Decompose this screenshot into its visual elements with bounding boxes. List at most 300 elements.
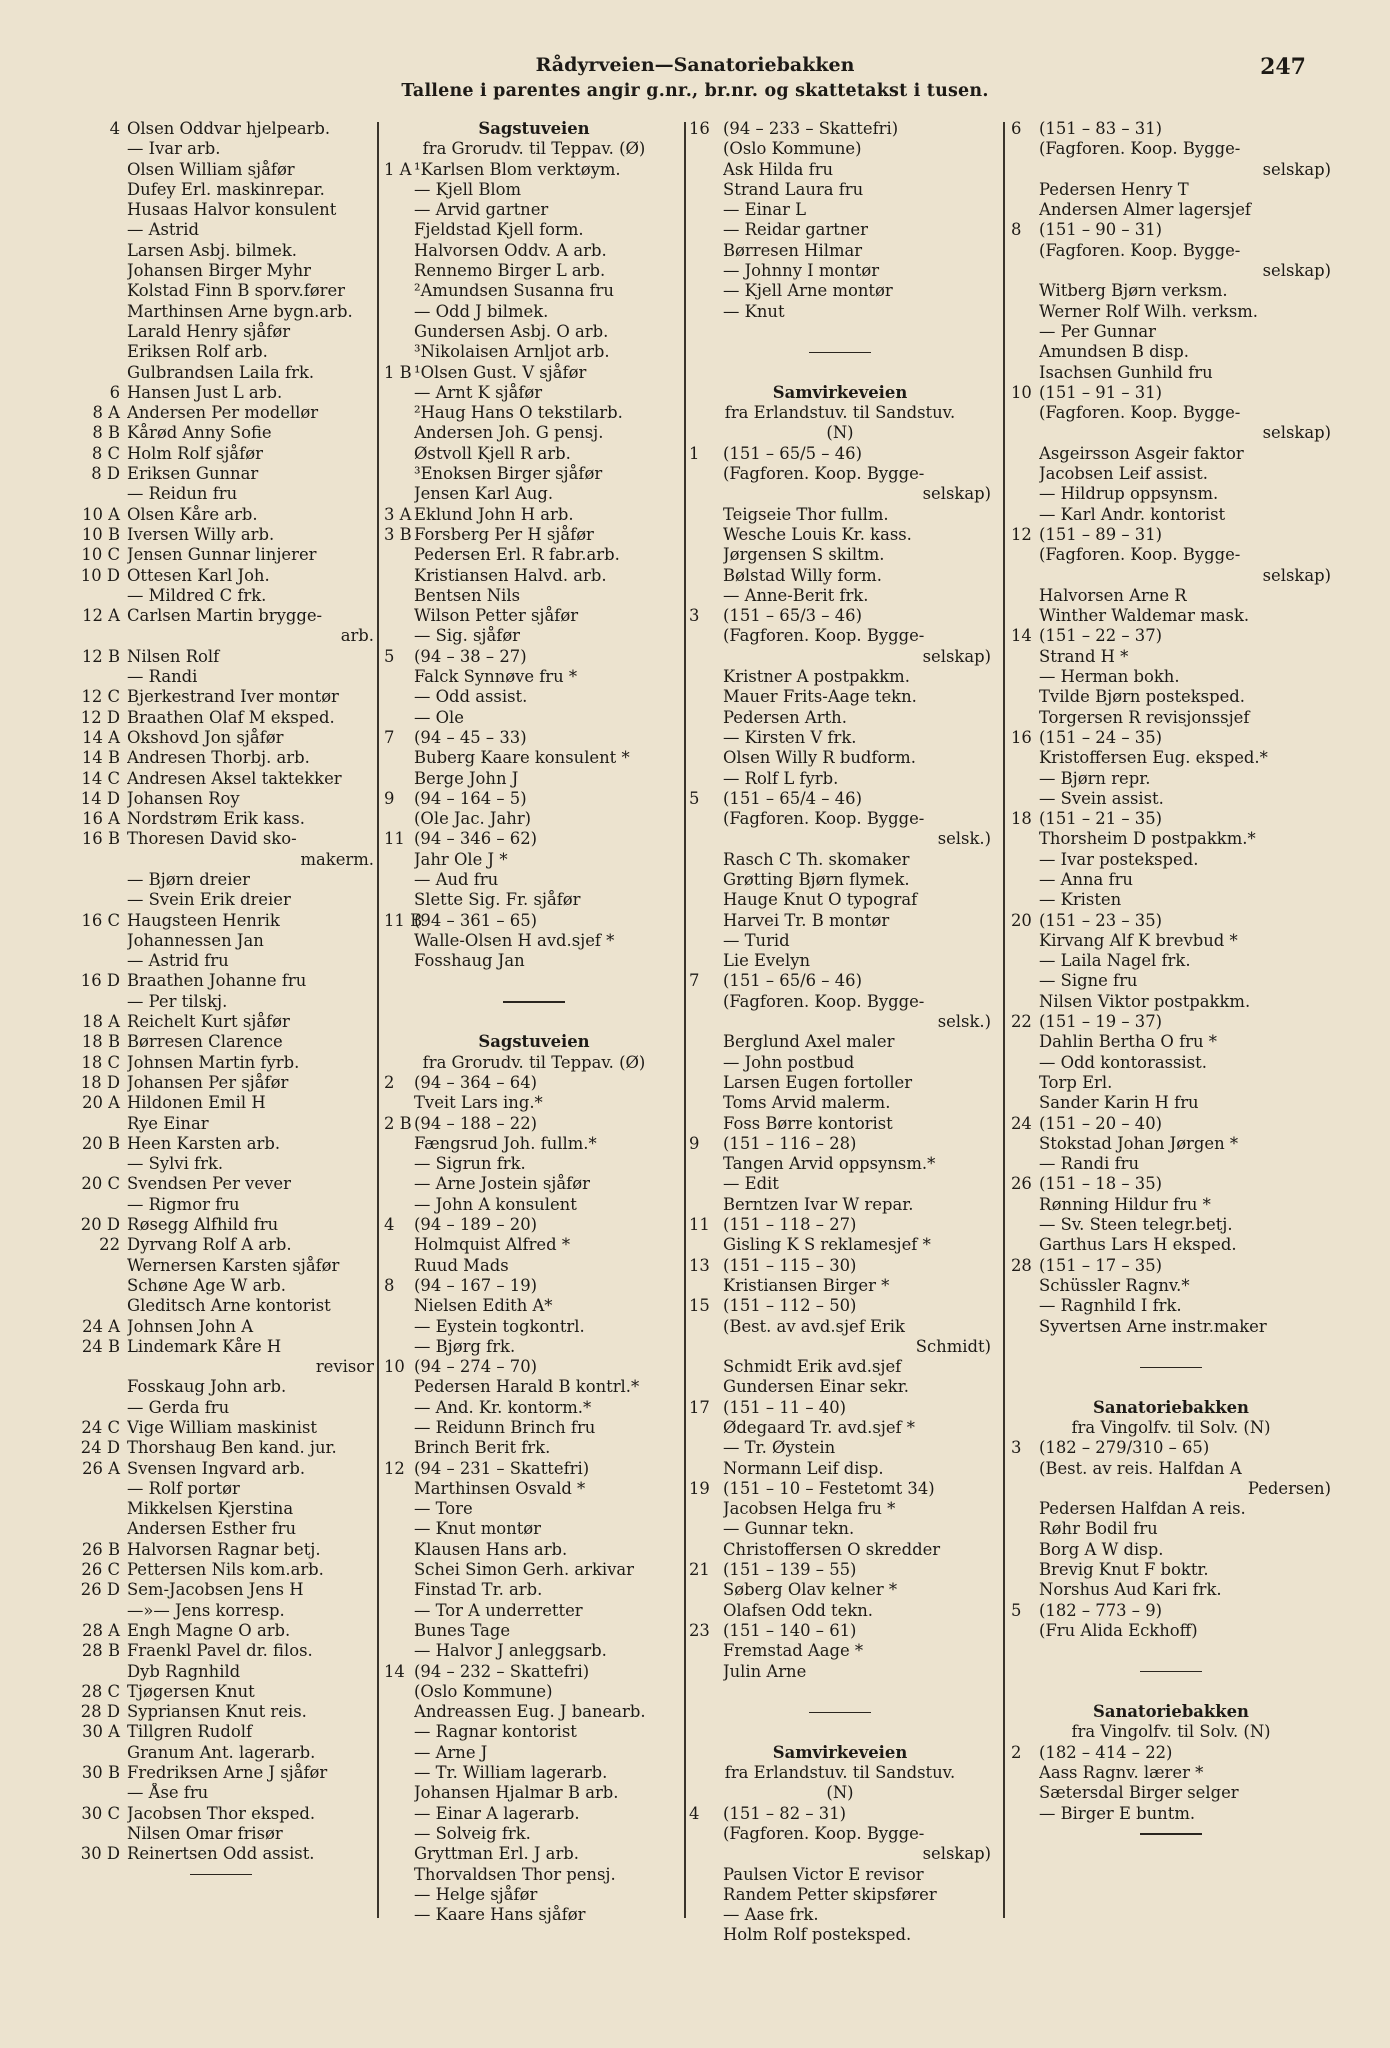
- house-number: [689, 748, 723, 768]
- house-number: [384, 1377, 414, 1397]
- house-number: [68, 1601, 127, 1621]
- directory-entry: [384, 1540, 684, 1560]
- directory-entry: [689, 1114, 991, 1134]
- resident-entry: Asgeirsson Asgeir faktor: [1039, 443, 1244, 463]
- directory-entry: [689, 1215, 991, 1235]
- resident-entry: (151 – 90 – 31): [1039, 220, 1163, 240]
- directory-entry: [68, 545, 374, 565]
- resident-entry: — Signe fru: [1039, 971, 1138, 991]
- directory-entry: [1011, 1499, 1331, 1519]
- resident-entry: (151 – 65/6 – 46): [723, 971, 862, 991]
- directory-entry: [689, 1134, 991, 1154]
- house-number: 22: [1011, 1012, 1032, 1032]
- resident-entry: Johansen Per sjåfør: [127, 1072, 289, 1092]
- spacer: [384, 1012, 684, 1032]
- house-number: [384, 1235, 414, 1255]
- house-number: [384, 1093, 414, 1113]
- resident-entry: (94 – 38 – 27): [414, 646, 527, 666]
- house-number: [689, 1114, 723, 1134]
- directory-entry: [68, 911, 374, 931]
- house-number: [68, 1195, 127, 1215]
- directory-entry: [1011, 1580, 1331, 1600]
- directory-entry: [689, 545, 991, 565]
- house-number: [384, 1580, 414, 1600]
- house-number: [1011, 1154, 1039, 1174]
- house-number: [689, 1865, 723, 1885]
- house-number: 5: [384, 646, 395, 666]
- directory-entry: [384, 200, 684, 220]
- house-number: [384, 545, 414, 565]
- street-direction: fra Vingolfv. til Solv. (N): [1071, 1722, 1271, 1742]
- house-number: [1011, 342, 1039, 362]
- resident-entry: Jensen Karl Aug.: [414, 484, 554, 504]
- house-number: [689, 505, 723, 525]
- directory-entry: [384, 890, 684, 910]
- directory-entry: [384, 809, 684, 829]
- directory-entry: [689, 1296, 991, 1316]
- street-direction: fra Erlandstuv. til Sandstuv.: [724, 1763, 956, 1783]
- resident-entry: ¹Karlsen Blom verktøym.: [414, 159, 621, 179]
- resident-entry: (182 – 414 – 22): [1039, 1742, 1173, 1762]
- directory-entry: [689, 1398, 991, 1418]
- directory-entry: [68, 931, 374, 951]
- house-number: [68, 931, 127, 951]
- entry-continuation: revisor: [315, 1357, 374, 1377]
- house-number: [384, 1317, 414, 1337]
- resident-entry: Andresen Aksel taktekker: [127, 768, 342, 788]
- directory-entry: [384, 748, 684, 768]
- house-number: 18 B: [81, 1032, 120, 1052]
- directory-entry: [384, 1722, 684, 1742]
- resident-entry: — Tor A underretter: [414, 1600, 583, 1620]
- resident-entry: Strand H *: [1039, 646, 1129, 666]
- house-number: [689, 1580, 723, 1600]
- resident-entry: Johansen Hjalmar B arb.: [414, 1783, 619, 1803]
- directory-entry: [689, 789, 991, 809]
- house-number: 2 B: [384, 1113, 412, 1133]
- house-number: [689, 1885, 723, 1905]
- house-number: [384, 951, 414, 971]
- house-number: 24: [1011, 1113, 1032, 1133]
- house-number: [689, 1073, 723, 1093]
- directory-entry: [689, 1662, 991, 1682]
- resident-entry: — Ole: [414, 707, 464, 727]
- resident-entry: — Per tilskj.: [127, 991, 228, 1011]
- house-number: [1011, 1804, 1039, 1824]
- directory-entry: [384, 423, 684, 443]
- directory-entry: [68, 708, 374, 728]
- directory-entry: [68, 423, 374, 443]
- directory-entry: [68, 383, 374, 403]
- directory-entry: [68, 1215, 374, 1235]
- house-number: 1: [689, 443, 700, 463]
- directory-entry: [68, 1418, 374, 1438]
- resident-entry: Ask Hilda fru: [723, 159, 834, 179]
- directory-entry: [689, 1641, 991, 1661]
- house-number: 8: [1011, 220, 1022, 240]
- house-number: [689, 1053, 723, 1073]
- house-number: [689, 1519, 723, 1539]
- resident-entry: Klausen Hans arb.: [414, 1539, 568, 1559]
- house-number: [384, 1621, 414, 1641]
- house-number: [689, 1438, 723, 1458]
- directory-entry: [68, 1499, 374, 1519]
- directory-entry: [1011, 1540, 1331, 1560]
- house-number: 20 C: [81, 1174, 120, 1194]
- directory-entry: [689, 769, 991, 789]
- resident-entry: — Aud fru: [414, 869, 499, 889]
- house-number: [68, 1519, 127, 1539]
- house-number: [689, 1235, 723, 1255]
- directory-entry: [1011, 971, 1331, 991]
- directory-entry: [68, 728, 374, 748]
- resident-entry: (151 – 65/5 – 46): [723, 443, 862, 463]
- house-number: 14: [1011, 626, 1032, 646]
- resident-entry: — Kjell Arne montør: [723, 281, 893, 301]
- resident-entry: Røsegg Alfhild fru: [127, 1215, 279, 1235]
- resident-entry: Berglund Axel maler: [723, 1032, 895, 1052]
- directory-entry: [384, 1580, 684, 1600]
- section-rule: [68, 1865, 374, 1885]
- house-number: [68, 870, 127, 890]
- resident-entry: — Anne-Berit frk.: [723, 585, 869, 605]
- entry-continuation: Schmidt): [915, 1336, 991, 1356]
- directory-entry: [689, 708, 991, 728]
- resident-entry: — Odd assist.: [414, 687, 528, 707]
- house-number: [1011, 1459, 1039, 1479]
- directory-entry: [1011, 931, 1331, 951]
- resident-entry: — Solveig frk.: [414, 1823, 531, 1843]
- resident-entry: (182 – 773 – 9): [1039, 1600, 1163, 1620]
- column-4: [1011, 119, 1331, 1844]
- resident-entry: Olsen Oddvar hjelpearb.: [127, 119, 331, 138]
- directory-entry: [689, 1540, 991, 1560]
- directory-entry: [1011, 444, 1331, 464]
- resident-entry: ³Nikolaisen Arnljot arb.: [414, 342, 610, 362]
- directory-entry: [689, 566, 991, 586]
- house-number: [689, 667, 723, 687]
- directory-entry: [68, 829, 374, 849]
- resident-entry: Nilsen Omar frisør: [127, 1823, 283, 1843]
- directory-entry: [384, 1824, 684, 1844]
- house-number: [384, 850, 414, 870]
- resident-entry: — Randi fru: [1039, 1154, 1140, 1174]
- house-number: [689, 566, 723, 586]
- resident-entry: — Ragnhild I frk.: [1039, 1296, 1182, 1316]
- directory-entry: [1011, 1783, 1331, 1803]
- resident-entry: (151 – 18 – 35): [1039, 1174, 1163, 1194]
- resident-entry: Svendsen Per vever: [127, 1174, 291, 1194]
- directory-entry: [689, 1256, 991, 1276]
- resident-entry: Jensen Gunnar linjerer: [127, 545, 317, 565]
- house-number: [1011, 789, 1039, 809]
- resident-entry: Røhr Bodil fru: [1039, 1519, 1158, 1539]
- directory-entry: [689, 1174, 991, 1194]
- house-number: [384, 322, 414, 342]
- resident-entry: Normann Leif disp.: [723, 1458, 884, 1478]
- resident-entry: Ruud Mads: [414, 1255, 509, 1275]
- house-number: [1011, 1215, 1039, 1235]
- directory-entry: [384, 1276, 684, 1296]
- directory-entry: [689, 1154, 991, 1174]
- directory-entry: [68, 1398, 374, 1418]
- resident-entry: Heen Karsten arb.: [127, 1133, 281, 1153]
- resident-entry: Gisling K S reklamesjef *: [723, 1235, 931, 1255]
- house-number: 21: [689, 1560, 710, 1580]
- section-rule: [689, 1702, 991, 1722]
- resident-entry: — Odd J bilmek.: [414, 301, 549, 321]
- resident-entry: Thorshaug Ben kand. jur.: [127, 1438, 337, 1458]
- resident-entry: —»— Jens korresp.: [127, 1600, 285, 1620]
- directory-entry: [1011, 1317, 1331, 1337]
- house-number: [689, 728, 723, 748]
- house-number: [1011, 1073, 1039, 1093]
- directory-entry: [1011, 1215, 1331, 1235]
- directory-entry: [1011, 1276, 1331, 1296]
- directory-entry: [1011, 748, 1331, 768]
- resident-entry: Gryttman Erl. J arb.: [414, 1844, 579, 1864]
- resident-entry: (Fagforen. Koop. Bygge-: [723, 991, 925, 1011]
- house-number: [689, 809, 723, 829]
- directory-entry: [68, 1012, 374, 1032]
- resident-entry: Thoresen David sko-: [127, 829, 297, 849]
- directory-entry: [68, 1377, 374, 1397]
- house-number: [1011, 890, 1039, 910]
- directory-entry: [689, 1438, 991, 1458]
- house-number: [68, 1824, 127, 1844]
- resident-entry: Carlsen Martin brygge-: [127, 606, 323, 626]
- directory-entry: [1011, 1763, 1331, 1783]
- resident-entry: — Svein Erik dreier: [127, 890, 291, 910]
- house-number: 18 C: [81, 1052, 120, 1072]
- resident-entry: Sætersdal Birger selger: [1039, 1783, 1239, 1803]
- resident-entry: Schei Simon Gerh. arkivar: [414, 1560, 635, 1580]
- house-number: 3 A: [384, 504, 412, 524]
- house-number: 23: [689, 1620, 710, 1640]
- resident-entry: — Birger E buntm.: [1039, 1803, 1196, 1823]
- house-number: [384, 444, 414, 464]
- resident-entry: Norshus Aud Kari frk.: [1039, 1580, 1222, 1600]
- house-number: [384, 241, 414, 261]
- house-number: [68, 241, 127, 261]
- section-rule: [1011, 1824, 1331, 1844]
- directory-entry: [689, 1580, 991, 1600]
- resident-entry: — Arne Jostein sjåfør: [414, 1174, 590, 1194]
- resident-entry: — Åse fru: [127, 1783, 209, 1803]
- resident-entry: Pettersen Nils kom.arb.: [127, 1560, 324, 1580]
- directory-entry: [68, 281, 374, 301]
- house-number: [1011, 1032, 1039, 1052]
- resident-entry: Rye Einar: [127, 1113, 209, 1133]
- resident-entry: Johansen Birger Myhr: [127, 261, 311, 281]
- resident-entry: Dahlin Bertha O fru *: [1039, 1032, 1217, 1052]
- resident-entry: Forsberg Per H sjåfør: [414, 524, 594, 544]
- directory-entry: [384, 728, 684, 748]
- house-number: 30 B: [81, 1763, 120, 1783]
- house-number: [384, 1804, 414, 1824]
- resident-entry: Brevig Knut F boktr.: [1039, 1560, 1209, 1580]
- entry-continuation: selskap): [922, 484, 991, 504]
- resident-entry: Braathen Olaf M eksped.: [127, 707, 335, 727]
- directory-entry: [384, 1296, 684, 1316]
- resident-entry: Østvoll Kjell R arb.: [414, 443, 571, 463]
- directory-entry: [68, 1459, 374, 1479]
- house-number: [384, 1134, 414, 1154]
- directory-entry: [1011, 647, 1331, 667]
- house-number: 1 B: [384, 362, 412, 382]
- house-number: [689, 687, 723, 707]
- directory-entry: [1011, 200, 1331, 220]
- directory-entry: [689, 1053, 991, 1073]
- house-number: [384, 1824, 414, 1844]
- house-number: [384, 342, 414, 362]
- resident-entry: — Bjørn repr.: [1039, 768, 1151, 788]
- house-number: 14 D: [80, 788, 120, 808]
- resident-entry: Halvorsen Oddv. A arb.: [414, 240, 607, 260]
- directory-entry: [68, 870, 374, 890]
- directory-entry: [1011, 890, 1331, 910]
- house-number: [1011, 1580, 1039, 1600]
- house-number: [689, 545, 723, 565]
- house-number: [384, 464, 414, 484]
- directory-entry: [384, 1479, 684, 1499]
- page-subtitle: Tallene i parentes angir g.nr., br.nr. og skattetakst i tusen.: [401, 81, 989, 101]
- resident-entry: Marthinsen Arne bygn.arb.: [127, 301, 353, 321]
- directory-entry: [689, 850, 991, 870]
- house-number: [1011, 1235, 1039, 1255]
- directory-entry: [1011, 220, 1331, 240]
- page-number: 247: [1260, 54, 1306, 80]
- directory-entry: [68, 1763, 374, 1783]
- directory-entry: [384, 1114, 684, 1134]
- section-rule: [689, 342, 991, 362]
- house-number: 28 D: [80, 1702, 120, 1722]
- resident-entry: Foss Børre kontorist: [723, 1113, 893, 1133]
- resident-entry: Rønning Hildur fru *: [1039, 1194, 1211, 1214]
- directory-entry: [68, 1195, 374, 1215]
- directory-entry: [689, 809, 991, 829]
- house-number: 11: [384, 829, 405, 849]
- house-number: [384, 626, 414, 646]
- entry-continuation: selskap): [922, 646, 991, 666]
- resident-entry: Børresen Clarence: [127, 1032, 283, 1052]
- spacer: [689, 322, 991, 342]
- house-number: [68, 484, 127, 504]
- resident-entry: — Einar L: [723, 200, 807, 220]
- house-number: [384, 667, 414, 687]
- resident-entry: Witberg Bjørn verksm.: [1039, 281, 1228, 301]
- directory-entry: [68, 139, 374, 159]
- house-number: 24 D: [80, 1438, 120, 1458]
- house-number: [689, 220, 723, 240]
- house-number: [1011, 363, 1039, 383]
- directory-entry: [689, 606, 991, 626]
- house-number: [1011, 931, 1039, 951]
- house-number: [384, 1702, 414, 1722]
- resident-entry: Lie Evelyn: [723, 951, 811, 971]
- house-number: [68, 220, 127, 240]
- house-number: [68, 586, 127, 606]
- directory-entry: [68, 1804, 374, 1824]
- house-number: [384, 870, 414, 890]
- house-number: 14 C: [81, 768, 120, 788]
- directory-entry: [689, 119, 991, 139]
- directory-entry: [384, 1154, 684, 1174]
- resident-entry: — Arvid gartner: [414, 200, 549, 220]
- resident-entry: — Sig. sjåfør: [414, 626, 521, 646]
- house-number: [1011, 180, 1039, 200]
- resident-entry: Eklund John H arb.: [414, 504, 574, 524]
- resident-entry: Harvei Tr. B montør: [723, 910, 890, 930]
- house-number: 24 A: [82, 1316, 120, 1336]
- resident-entry: Hansen Just L arb.: [127, 382, 283, 402]
- house-number: [68, 1783, 127, 1803]
- directory-entry: [384, 1641, 684, 1661]
- house-number: [689, 992, 723, 1012]
- house-number: [1011, 281, 1039, 301]
- house-number: 10: [1011, 382, 1032, 402]
- house-number: [68, 992, 127, 1012]
- resident-entry: — Johnny I montør: [723, 261, 880, 281]
- resident-entry: (151 – 82 – 31): [723, 1803, 847, 1823]
- resident-entry: Thorvaldsen Thor pensj.: [414, 1864, 616, 1884]
- directory-entry: [384, 545, 684, 565]
- resident-entry: ¹Olsen Gust. V sjåfør: [414, 362, 587, 382]
- directory-entry: [384, 1174, 684, 1194]
- house-number: 16: [689, 119, 710, 138]
- directory-entry: [384, 586, 684, 606]
- directory-entry: [384, 566, 684, 586]
- directory-entry: [68, 1073, 374, 1093]
- house-number: 12 B: [81, 646, 120, 666]
- directory-entry: [68, 363, 374, 383]
- house-number: [689, 160, 723, 180]
- house-number: [1011, 1763, 1039, 1783]
- resident-entry: Christoffersen O skredder: [723, 1539, 941, 1559]
- resident-entry: Olafsen Odd tekn.: [723, 1600, 874, 1620]
- house-number: [1011, 322, 1039, 342]
- resident-entry: (151 – 17 – 35): [1039, 1255, 1163, 1275]
- directory-entry: [384, 1783, 684, 1803]
- resident-entry: Olsen Kåre arb.: [127, 504, 258, 524]
- house-number: [384, 1337, 414, 1357]
- directory-entry: [68, 606, 374, 626]
- resident-entry: — Reidunn Brinch fru: [414, 1418, 596, 1437]
- resident-entry: Andersen Joh. G pensj.: [414, 423, 604, 443]
- resident-entry: — Astrid fru: [127, 951, 229, 971]
- directory-entry: [68, 261, 374, 281]
- house-number: 2: [384, 1072, 395, 1092]
- resident-entry: (151 – 140 – 61): [723, 1620, 857, 1640]
- directory-entry: [384, 220, 684, 240]
- resident-entry: — Sigrun frk.: [414, 1154, 526, 1174]
- directory-entry: [68, 1540, 374, 1560]
- resident-entry: Schøne Age W arb.: [127, 1275, 286, 1295]
- house-number: [1011, 687, 1039, 707]
- directory-entry: [1011, 1032, 1331, 1052]
- house-number: [384, 708, 414, 728]
- house-number: [1011, 971, 1039, 991]
- spacer: [1011, 1337, 1331, 1357]
- spacer: [1011, 1641, 1331, 1661]
- resident-entry: — Reidun fru: [127, 484, 238, 504]
- house-number: [68, 180, 127, 200]
- house-number: 7: [384, 727, 395, 747]
- directory-entry: [384, 1438, 684, 1458]
- directory-entry: [689, 890, 991, 910]
- house-number: [1011, 139, 1039, 159]
- directory-entry: [689, 139, 991, 159]
